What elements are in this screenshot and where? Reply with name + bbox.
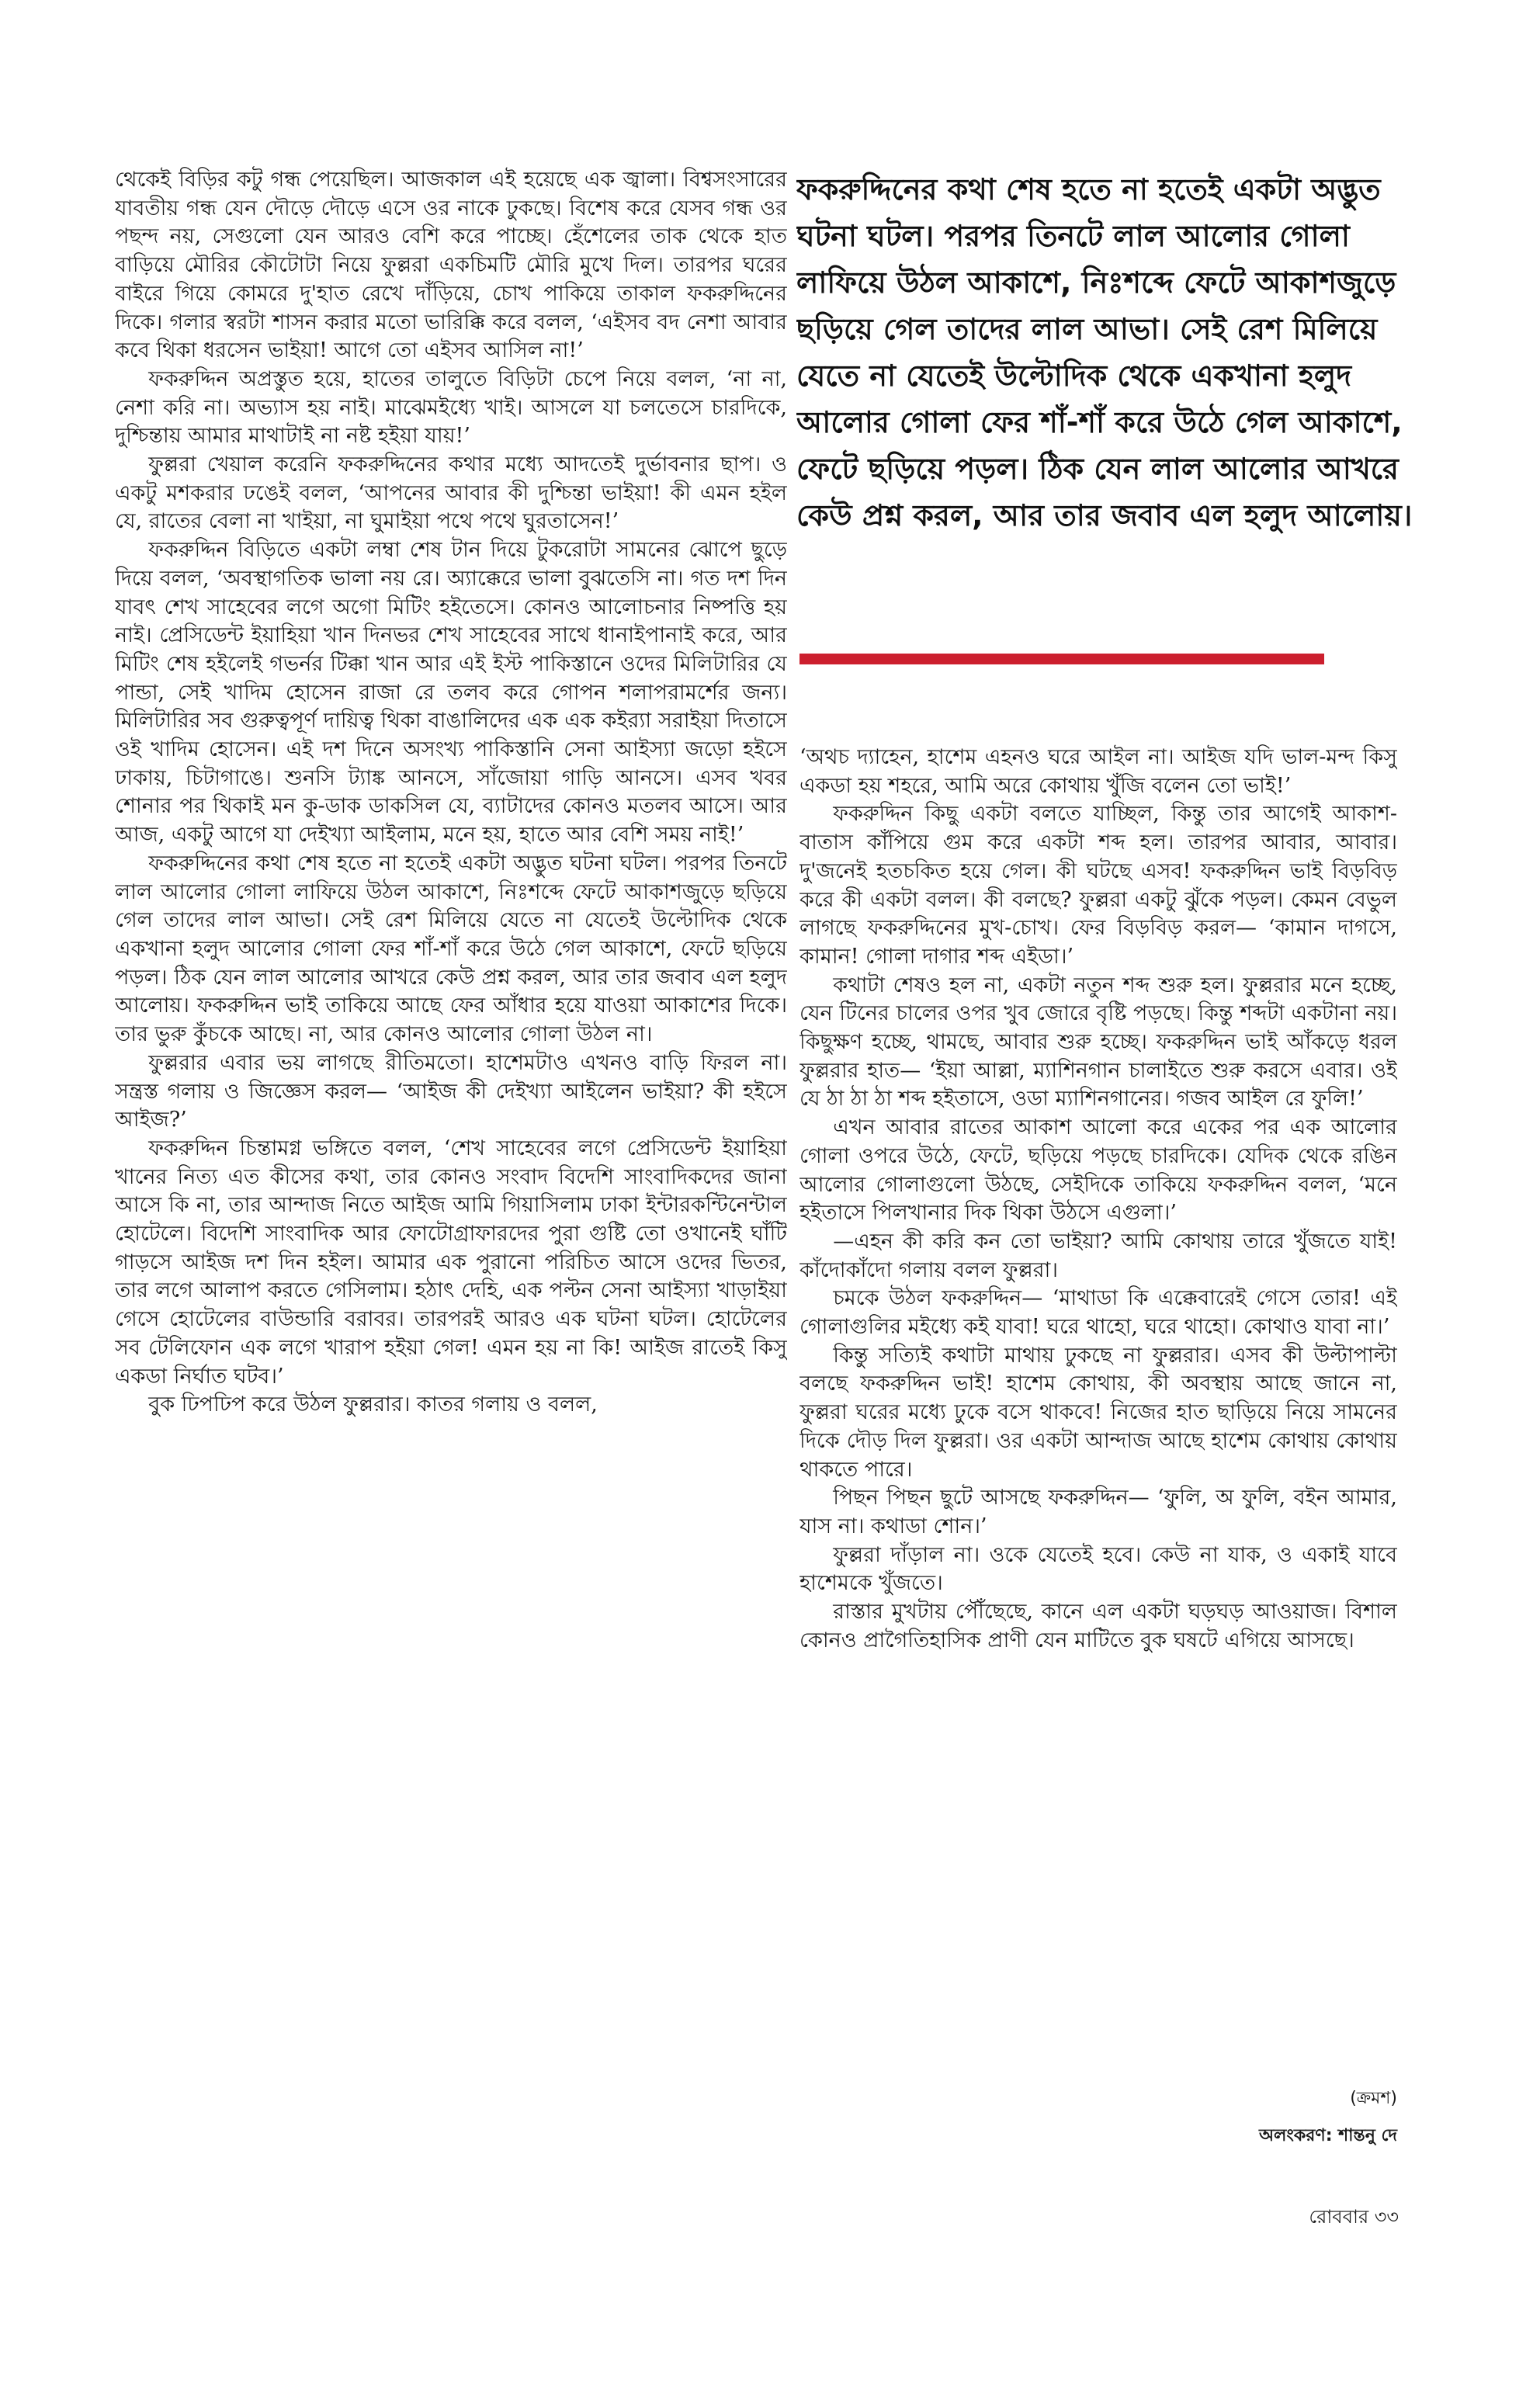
paragraph: ফুল্লরা দাঁড়াল না। ওকে যেতেই হবে। কেউ না যাক, ও একাই যাবে হাশেমকে খুঁজতে। (799, 1542, 1397, 1596)
page-folio: রোববার ৩৩ (1309, 2206, 1399, 2228)
paragraph: কথাটা শেষও হল না, একটা নতুন শব্দ শুরু হল। ফুল্লরার মনে হচ্ছে, যেন টিনের চালের ওপর খুব জোরে বৃষ্টি পড়ছে। কিন্তু শব্দটা একটানা নয়। কিছুক্ষণ হচ্ছে, থামছে, আবার শুরু হচ্ছে। ফকরুদ্দিন ভাই আঁকড়ে ধরল ফুল্লরার হাত— ‘ইয়া আল্লা, ম্যাশিনগান চালাইতে শুরু করসে এবার। ওই যে ঠা ঠা ঠা শব্দ হইতাসে, ওডা ম্যাশিনগানের। গজব আইল রে ফুলি!’ (799, 973, 1397, 1112)
paragraph: ‘অথচ দ্যাহেন, হাশেম এহনও ঘরে আইল না। আইজ যদি ভাল-মন্দ কিসু একডা হয় শহরে, আমি অরে কোথায় খুঁজি বলেন তো ভাই!’ (799, 745, 1397, 798)
to-be-continued-note: (ক্রমশ) (1350, 2089, 1397, 2108)
paragraph: ফকরুদ্দিন অপ্রস্তুত হয়ে, হাতের তালুতে বিড়িটা চেপে নিয়ে বলল, ‘না না, নেশা করি না। অভ্যাস হয় নাই। মাঝেমইধ্যে খাই। আসলে যা চলতেসে চারদিকে, দুশ্চিন্তায় আমার মাথাটাই না নষ্ট হইয়া যায়!’ (115, 366, 787, 449)
pull-quote: ফকরুদ্দিনের কথা শেষ হতে না হতেই একটা অদ্ভুত ঘটনা ঘটল। পরপর তিনটে লাল আলোর গোলা লাফিয়ে উঠল আকাশে, নিঃশব্দে ফেটে আকাশজুড়ে ছড়িয়ে গেল তাদের লাল আভা। সেই রেশ মিলিয়ে যেতে না যেতেই উল্টোদিক থেকে একখানা হলুদ আলোর গোলা ফের শাঁ-শাঁ করে উঠে গেল আকাশে, ফেটে ছড়িয়ে পড়ল। ঠিক যেন লাল আলোর আখরে কেউ প্রশ্ন করল, আর তার জবাব এল হলুদ আলোয়। (796, 172, 1413, 532)
paragraph: এখন আবার রাতের আকাশ আলো করে একের পর এক আলোর গোলা ওপরে উঠে, ফেটে, ছড়িয়ে পড়ছে চারদিকে। যেদিক থেকে রঙিন আলোর গোলাগুলো উঠছে, সেইদিকে তাকিয়ে ফকরুদ্দিন বলল, ‘মনে হইতাসে পিলখানার দিক থিকা উঠসে এগুলা।’ (799, 1115, 1397, 1226)
paragraph: ফুল্লরা খেয়াল করেনি ফকরুদ্দিনের কথার মধ্যে আদতেই দুর্ভাবনার ছাপ। ও একটু মশকরার ঢঙেই বলল, ‘আপনের আবার কী দুশ্চিন্তা ভাইয়া! কী এমন হইল যে, রাতের বেলা না খাইয়া, না ঘুমাইয়া পথে পথে ঘুরতাসেন!’ (115, 453, 787, 534)
paragraph: পিছন পিছন ছুটে আসছে ফকরুদ্দিন— ‘ফুলি, অ ফুলি, বইন আমার, যাস না। কথাডা শোন।’ (799, 1486, 1397, 1538)
left-text-column (115, 166, 787, 2246)
paragraph: বুক ঢিপঢিপ করে উঠল ফুল্লরার। কাতর গলায় ও বলল, (148, 1392, 598, 1417)
paragraph: থেকেই বিড়ির কটু গন্ধ পেয়েছিল। আজকাল এই হয়েছে এক জ্বালা। বিশ্বসংসারের যাবতীয় গন্ধ যেন দৌড়ে দৌড়ে এসে ওর নাকে ঢুকছে। বিশেষ করে যেসব গন্ধ ওর পছন্দ নয়, সেগুলো যেন আরও বেশি করে পাচ্ছে। হেঁশেলের তাক থেকে হাত বাড়িয়ে মৌরির কৌটোটা নিয়ে ফুল্লরা একচিমটি মৌরি মুখে দিল। তারপর ঘরের বাইরে গিয়ে কোমরে দু'হাত রেখে দাঁড়িয়ে, চোখ পাকিয়ে তাকাল ফকরুদ্দিনের দিকে। গলার স্বরটা শাসন করার মতো ভারিক্কি করে বলল, ‘এইসব বদ নেশা আবার কবে থিকা ধরসেন ভাইয়া! আগে তো এইসব আসিল না!’ (115, 168, 787, 363)
paragraph: ফকরুদ্দিন বিড়িতে একটা লম্বা শেষ টান দিয়ে টুকরোটা সামনের ঝোপে ছুড়ে দিয়ে বলল, ‘অবস্থাগতিক ভালা নয় রে। অ্যাক্কেরে ভালা বুঝতেসি না। গত দশ দিন যাবৎ শেখ সাহেবের লগে অগো মিটিং হইতেসে। কোনও আলোচনার নিষ্পত্তি হয় নাই। প্রেসিডেন্ট ইয়াহিয়া খান দিনভর শেখ সাহেবের সাথে ধানাইপানাই করে, আর মিটিং শেষ হইলেই গভর্নর টিক্কা খান আর এই ইস্ট পাকিস্তানে ওদের মিলিটারির যে পান্ডা, সেই খাদিম হোসেন রাজা রে তলব করে গোপন শলাপরামর্শের জন্য। মিলিটারির সব গুরুত্বপূর্ণ দায়িত্ব থিকা বাঙালিদের এক এক কইর‍্যা সরাইয়া দিতাসে ওই খাদিম হোসেন। এই দশ দিনে অসংখ্য পাকিস্তানি সেনা আইস্যা জড়ো হইসে ঢাকায়, চিটাগাঙে। শুনসি ট্যাঙ্ক আনসে, সাঁজোয়া গাড়ি আনসে। এসব খবর শোনার পর থিকাই মন কু-ডাক ডাকসিল যে, ব্যাটাদের কোনও মতলব আসে। আর আজ, একটু আগে যা দেইখ্যা আইলাম, মনে হয়, হাতে আর বেশি সময় নাই!’ (115, 538, 787, 848)
paragraph: চমকে উঠল ফকরুদ্দিন— ‘মাথাডা কি এক্কেবারেই গেসে তোর! এই গোলাগুলির মইধ্যে কই যাবা! ঘরে থাহো, ঘরে থাহো। কোথাও যাবা না।’ (799, 1286, 1397, 1340)
paragraph: কিন্তু সত্যিই কথাটা মাথায় ঢুকছে না ফুল্লরার। এসব কী উল্টাপাল্টা বলছে ফকরুদ্দিন ভাই! হাশেম কোথায়, কী অবস্থায় আছে জানে না, ফুল্লরা ঘরের মধ্যে ঢুকে বসে থাকবে! নিজের হাত ছাড়িয়ে নিয়ে সামনের দিকে দৌড় দিল ফুল্লরা। ওর একটা আন্দাজ আছে হাশেম কোথায় কোথায় থাকতে পারে। (799, 1343, 1397, 1482)
paragraph: ফকরুদ্দিন চিন্তামগ্ন ভঙ্গিতে বলল, ‘শেখ সাহেবের লগে প্রেসিডেন্ট ইয়াহিয়া খানের নিত্য এত কীসের কথা, তার কোনও সংবাদ বিদেশি সাংবাদিকদের জানা আসে কি না, তার আন্দাজ নিতে আইজ আমি গিয়াসিলাম ঢাকা ইন্টারকন্টিনেন্টাল হোটেলে। বিদেশি সাংবাদিক আর ফোটোগ্রাফারদের পুরা গুষ্টি তো ওখানেই ঘাঁটি গাড়সে আইজ দশ দিন হইল। আমার এক পুরানো পরিচিত আসে ওদের ভিতর, তার লগে আলাপ করতে গেসিলাম। হঠাৎ দেহি, এক পল্টন সেনা আইস্যা খাড়াইয়া গেসে হোটেলের বাউন্ডারি বরাবর। তারপরই আরও এক ঘটনা ঘটল। হোটেলের সব টেলিফোন এক লগে খারাপ হইয়া গেল! এমন হয় না কি! আইজ রাতেই কিসু একডা নির্ঘাত ঘটব।’ (115, 1136, 787, 1389)
paragraph: ফুল্লরার এবার ভয় লাগছে রীতিমতো। হাশেমটাও এখনও বাড়ি ফিরল না। সন্ত্রস্ত গলায় ও জিজ্ঞেস করল— ‘আইজ কী দেইখ্যা আইলেন ভাইয়া? কী হইসে আইজ?’ (115, 1050, 787, 1132)
pull-quote-divider (799, 654, 1324, 664)
paragraph: ফকরুদ্দিন কিছু একটা বলতে যাচ্ছিল, কিন্তু তার আগেই আকাশ-বাতাস কাঁপিয়ে গুম করে একটা শব্দ হল। তারপর আবার, আবার। দু'জনেই হতচকিত হয়ে গেল। কী ঘটছে এসব! ফকরুদ্দিন ভাই বিড়বিড় করে কী একটা বলল। কী বলছে? ফুল্লরা একটু ঝুঁকে পড়ল। কেমন বেভুল লাগছে ফকরুদ্দিনের মুখ-চোখ। ফের বিড়বিড় করল— ‘কামান দাগসে, কামান! গোলা দাগার শব্দ এইডা।’ (799, 802, 1397, 969)
illustration-credit: অলংকরণ: শান্তনু দে (1258, 2126, 1397, 2145)
paragraph: ফকরুদ্দিনের কথা শেষ হতে না হতেই একটা অদ্ভুত ঘটনা ঘটল। পরপর তিনটে লাল আলোর গোলা লাফিয়ে উঠল আকাশে, নিঃশব্দে ফেটে আকাশজুড়ে ছড়িয়ে গেল তাদের লাল আভা। সেই রেশ মিলিয়ে যেতে না যেতেই উল্টোদিক থেকে একখানা হলুদ আলোর গোলা ফের শাঁ-শাঁ করে উঠে গেল আকাশে, ফেটে ছড়িয়ে পড়ল। ঠিক যেন লাল আলোর আখরে কেউ প্রশ্ন করল, আর তার জবাব এল হলুদ আলোয়। ফকরুদ্দিন ভাই তাকিয়ে আছে ফের আঁধার হয়ে যাওয়া আকাশের দিকে। তার ভুরু কুঁচকে আছে। না, আর কোনও আলোর গোলা উঠল না। (115, 851, 787, 1047)
paragraph: —এহন কী করি কন তো ভাইয়া? আমি কোথায় তারে খুঁজতে যাই! কাঁদোকাঁদো গলায় বলল ফুল্লরা। (799, 1229, 1397, 1282)
right-text-column (799, 744, 1397, 2017)
paragraph: রাস্তার মুখটায় পৌঁছেছে, কানে এল একটা ঘড়ঘড় আওয়াজ। বিশাল কোনও প্রাগৈতিহাসিক প্রাণী যেন মাটিতে বুক ঘষটে এগিয়ে আসছে। (799, 1600, 1397, 1653)
